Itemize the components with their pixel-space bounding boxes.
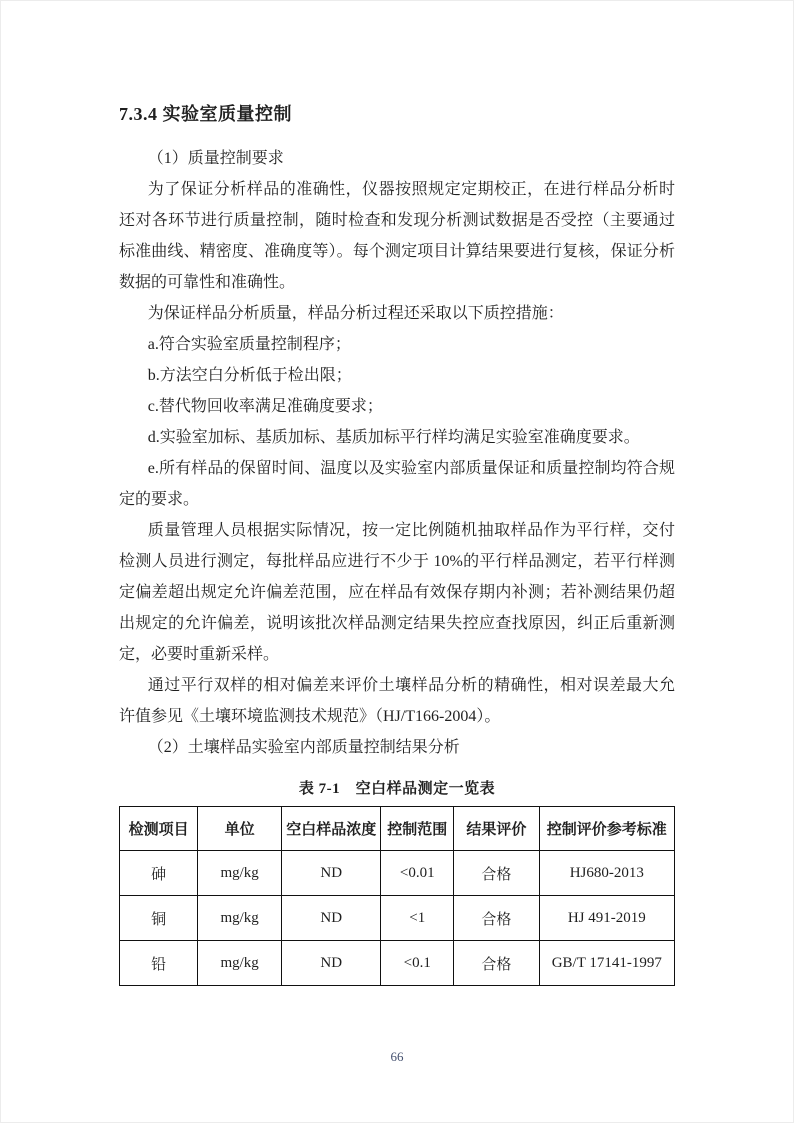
blank-sample-table: [119, 806, 675, 986]
cell-control-range: <1: [381, 896, 454, 941]
column-header-blank-concentration: 空白样品浓度: [282, 807, 381, 851]
cell-result-evaluation: 合格: [454, 851, 539, 896]
body-text: [119, 143, 675, 763]
cell-reference-standard: GB/T 17141-1997: [539, 941, 674, 986]
column-header-reference-standard: 控制评价参考标准: [539, 807, 674, 851]
paragraph-instrument-calibration: 为了保证分析样品的准确性，仪器按照规定定期校正，在进行样品分析时还对各环节进行质量控制，随时检查和发现分析测试数据是否受控（主要通过标准曲线、精密度、准确度等）。每个测定项目计算结果要进行复核，保证分析数据的可靠性和准确性。: [119, 181, 675, 291]
list-item-b: b.方法空白分析低于检出限；: [147, 367, 352, 384]
cell-unit: mg/kg: [198, 851, 282, 896]
cell-blank-concentration: ND: [282, 896, 381, 941]
cell-reference-standard: HJ 491-2019: [539, 896, 674, 941]
paragraph-relative-deviation: 通过平行双样的相对偏差来评价土壤样品分析的精确性，相对误差最大允许值参见《土壤环境监测技术规范》（HJ/T166-2004）。: [119, 677, 675, 725]
cell-unit: mg/kg: [198, 941, 282, 986]
section-heading: 7.3.4 实验室质量控制: [119, 104, 292, 124]
paragraph-qc-measures-intro: 为保证样品分析质量，样品分析过程还采取以下质控措施：: [147, 305, 564, 322]
cell-item: 铅: [120, 941, 198, 986]
table-row-copper: [120, 896, 675, 941]
paragraph-internal-qc-results-label: （2）土壤样品实验室内部质量控制结果分析: [147, 739, 460, 756]
list-item-a: a.符合实验室质量控制程序；: [147, 336, 351, 353]
cell-result-evaluation: 合格: [454, 896, 539, 941]
table-row-arsenic: [120, 851, 675, 896]
list-item-e: e.所有样品的保留时间、温度以及实验室内部质量保证和质量控制均符合规定的要求。: [119, 460, 675, 508]
cell-result-evaluation: 合格: [454, 941, 539, 986]
paragraph-parallel-sample-policy: 质量管理人员根据实际情况，按一定比例随机抽取样品作为平行样，交付检测人员进行测定，每批样品应进行不少于 10%的平行样品测定，若平行样测定偏差超出规定允许偏差范围，应在样品有效保存期内补测；若补测结果仍超出规定的允许偏差，说明该批次样品测定结果失控应查找原因，纠正后重新测定，必要时重新采样。: [119, 522, 675, 663]
page-number: 66: [390, 1049, 404, 1064]
column-header-unit: 单位: [198, 807, 282, 851]
paragraph-quality-control-requirements-label: （1）质量控制要求: [147, 150, 284, 167]
cell-reference-standard: HJ680-2013: [539, 851, 674, 896]
cell-item: 铜: [120, 896, 198, 941]
cell-blank-concentration: ND: [282, 941, 381, 986]
cell-unit: mg/kg: [198, 896, 282, 941]
cell-control-range: <0.01: [381, 851, 454, 896]
table-header-row: [120, 807, 675, 851]
cell-item: 砷: [120, 851, 198, 896]
column-header-test-item: 检测项目: [120, 807, 198, 851]
table-row-lead: [120, 941, 675, 986]
cell-control-range: <0.1: [381, 941, 454, 986]
column-header-control-range: 控制范围: [381, 807, 454, 851]
list-item-c: c.替代物回收率满足准确度要求；: [147, 398, 383, 415]
column-header-result-evaluation: 结果评价: [454, 807, 539, 851]
list-item-d: d.实验室加标、基质加标、基质加标平行样均满足实验室准确度要求。: [147, 429, 640, 446]
table-caption: 表 7-1 空白样品测定一览表: [298, 781, 496, 797]
cell-blank-concentration: ND: [282, 851, 381, 896]
